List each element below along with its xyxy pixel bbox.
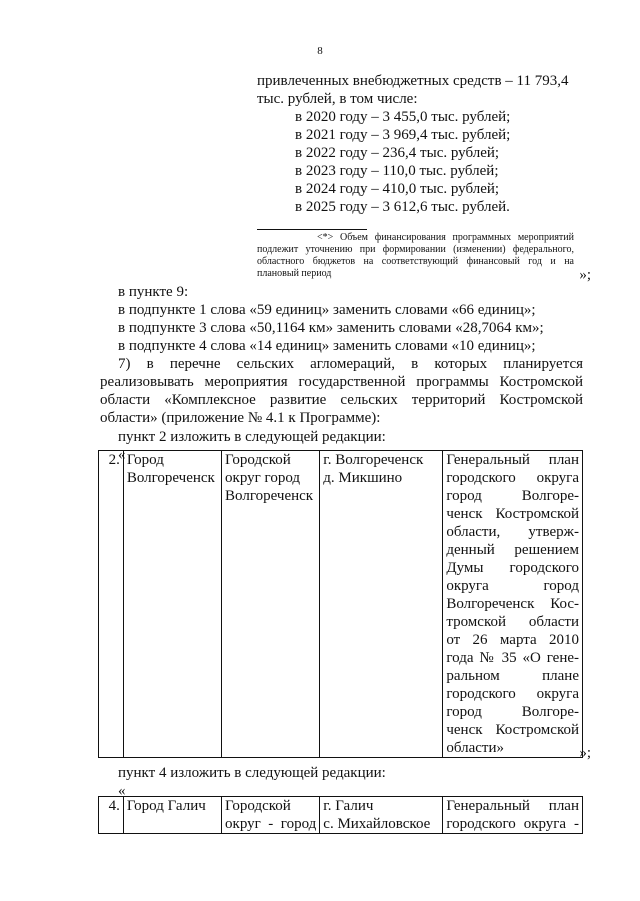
doc-line: Генеральный план [446,798,579,814]
localities [320,797,443,834]
doc-line: ральном плане [446,668,579,684]
settlement-name: Город Галич [123,797,221,834]
footnote-text: Объем финансирования программных мероприятий подлежит уточнению при формировании (изменении) федерального, областного бюджетов на соответствующий финансовый год и на плановый период [257,232,574,279]
doc-line: от 26 марта 2010 [446,632,579,648]
locality: г. Волгореченск [323,452,424,468]
doc-line: город Волгоре- [446,488,579,504]
year-list [295,108,587,216]
paragraph: в подпункте 1 слова «59 единиц» заменить словами «66 единиц»; [118,302,536,318]
paragraph: в подпункте 4 слова «14 единиц» заменить словами «10 единиц»; [118,338,536,354]
table-point-4 [98,796,583,834]
year-item: в 2024 году – 410,0 тыс. рублей; [295,181,500,197]
doc-line: Генеральный план [446,452,579,468]
opening-quote: « [118,447,126,463]
point-2-heading: пункт 2 изложить в следующей редакции: [118,429,386,445]
paragraph: в подпункте 3 слова «50,1164 км» заменить словами «28,7064 км»; [118,320,544,336]
settlement-name: Город Волгореченск [123,451,221,758]
closing-quote: »; [579,267,591,283]
row-number: 4. [99,797,124,834]
row-number: 2. [99,451,124,758]
municipality-name [222,797,320,834]
point-4-heading: пункт 4 изложить в следующей редакции: [118,765,386,781]
year-item: в 2020 году – 3 455,0 тыс. рублей; [295,109,511,125]
doc-line: Думы городского [446,560,579,576]
doc-line: ченск Костромской [446,722,579,738]
table-row [99,797,583,834]
year-item: в 2023 году – 110,0 тыс. рублей; [295,163,499,179]
doc-line: городского округа [446,470,579,486]
footnote-marker: <*> [317,232,334,243]
doc-line: ченск Костромской [446,506,579,522]
page-number: 8 [317,45,323,57]
footnote [257,232,574,280]
localities [320,451,443,758]
year-item: в 2022 году – 236,4 тыс. рублей; [295,145,500,161]
planning-document [443,451,583,758]
item-7 [100,355,583,427]
municipality-line: Городской [225,798,291,814]
doc-line: городского округа - [446,816,579,832]
financing-line-1: привлеченных внебюджетных средств – 11 793,4 [257,73,569,89]
locality: д. Микшино [323,470,403,486]
table-point-2 [98,450,583,758]
year-item: в 2021 году – 3 969,4 тыс. рублей; [295,127,511,143]
paragraph: в пункте 9: [118,284,189,300]
municipality-line: округ - город [225,816,317,832]
doc-line: Волгореченск Кос- [446,596,579,612]
doc-line: денный решением [446,542,579,558]
financing-block [257,72,587,216]
doc-line: тромской области [446,614,579,630]
doc-line: город Волгоре- [446,704,579,720]
amendments-body [118,283,583,355]
locality: с. Михайловское [323,816,431,832]
locality: г. Галич [323,798,374,814]
closing-quote: »; [579,745,591,761]
municipality-name: Городской округ город Волгореченск [222,451,320,758]
planning-document [443,797,583,834]
item-7-text: 7) в перечне сельских агломераций, в которых планируется реализовывать мероприятия государственной программы Костромской области «Комплексное развитие сельских территорий Костромской области» (приложение № 4.1 к Программе): [100,356,583,426]
doc-line: области» [446,740,504,756]
doc-line: округа город [446,578,579,594]
financing-line-2: тыс. рублей, в том числе: [257,91,418,107]
doc-line: года № 35 «О гене- [446,650,579,666]
doc-line: городского округа [446,686,579,702]
point-4-heading-block [118,764,583,800]
table-row [99,451,583,758]
footnote-rule [257,229,367,230]
year-item: в 2025 году – 3 612,6 тыс. рублей. [295,199,510,215]
doc-line: области, утверж- [446,524,579,540]
opening-quote: « [118,783,126,799]
